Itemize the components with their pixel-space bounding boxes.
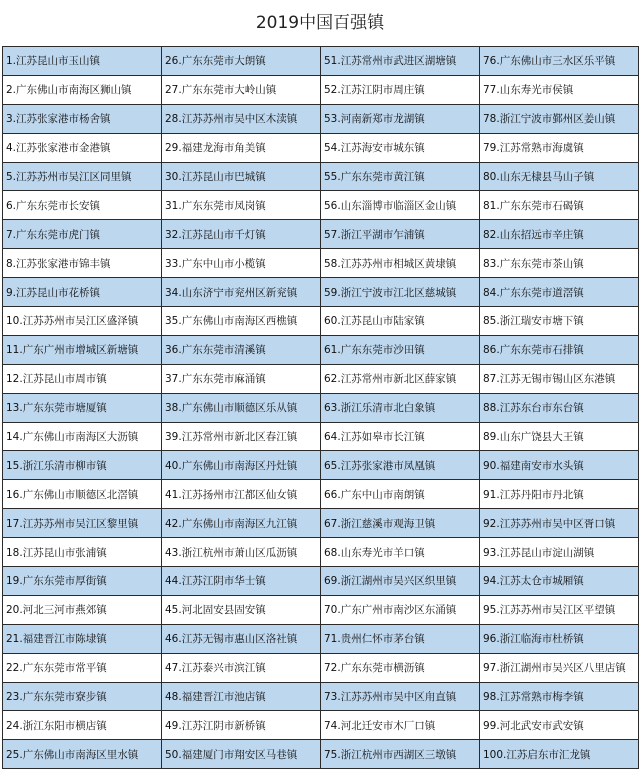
- table-cell: 7.广东东莞市虎门镇: [3, 220, 162, 249]
- table-cell: 78.浙江宁波市鄞州区姜山镇: [480, 104, 639, 133]
- table-cell: 48.福建晋江市池店镇: [162, 682, 321, 711]
- table-cell: 50.福建厦门市翔安区马巷镇: [162, 740, 321, 769]
- table-row: [3, 278, 639, 307]
- table-cell: 96.浙江临海市杜桥镇: [480, 624, 639, 653]
- table-cell: 1.江苏昆山市玉山镇: [3, 47, 162, 76]
- table-cell: 45.河北固安县固安镇: [162, 595, 321, 624]
- table-cell: 51.江苏常州市武进区湖塘镇: [321, 47, 480, 76]
- table-cell: 29.福建龙海市角美镇: [162, 133, 321, 162]
- table-cell: 88.江苏东台市东台镇: [480, 393, 639, 422]
- table-cell: 14.广东佛山市南海区大沥镇: [3, 422, 162, 451]
- table-row: [3, 104, 639, 133]
- table-row: [3, 335, 639, 364]
- table-cell: 93.江苏昆山市淀山湖镇: [480, 538, 639, 567]
- table-cell: 91.江苏丹阳市丹北镇: [480, 480, 639, 509]
- table-row: [3, 220, 639, 249]
- table-cell: 8.江苏张家港市锦丰镇: [3, 249, 162, 278]
- table-cell: 22.广东东莞市常平镇: [3, 653, 162, 682]
- table-cell: 79.江苏常熟市海虞镇: [480, 133, 639, 162]
- table-cell: 46.江苏无锡市惠山区洛社镇: [162, 624, 321, 653]
- table-cell: 6.广东东莞市长安镇: [3, 191, 162, 220]
- table-cell: 49.江苏江阴市新桥镇: [162, 711, 321, 740]
- table-cell: 33.广东中山市小榄镇: [162, 249, 321, 278]
- table-cell: 58.江苏苏州市相城区黄埭镇: [321, 249, 480, 278]
- table-cell: 89.山东广饶县大王镇: [480, 422, 639, 451]
- table-row: [3, 509, 639, 538]
- table-cell: 12.江苏昆山市周市镇: [3, 364, 162, 393]
- ranking-table: [2, 46, 639, 769]
- table-row: [3, 567, 639, 596]
- table-cell: 95.江苏苏州市吴江区平望镇: [480, 595, 639, 624]
- table-cell: 31.广东东莞市凤岗镇: [162, 191, 321, 220]
- table-cell: 10.江苏苏州市吴江区盛泽镇: [3, 307, 162, 336]
- table-cell: 30.江苏昆山市巴城镇: [162, 162, 321, 191]
- table-row: [3, 249, 639, 278]
- table-cell: 20.河北三河市燕郊镇: [3, 595, 162, 624]
- table-cell: 2.广东佛山市南海区狮山镇: [3, 75, 162, 104]
- table-cell: 15.浙江乐清市柳市镇: [3, 451, 162, 480]
- table-row: [3, 133, 639, 162]
- table-cell: 34.山东济宁市兖州区新兖镇: [162, 278, 321, 307]
- table-row: [3, 451, 639, 480]
- table-cell: 74.河北迁安市木厂口镇: [321, 711, 480, 740]
- table-cell: 3.江苏张家港市杨舍镇: [3, 104, 162, 133]
- table-cell: 9.江苏昆山市花桥镇: [3, 278, 162, 307]
- table-row: [3, 393, 639, 422]
- table-row: [3, 480, 639, 509]
- table-cell: 27.广东东莞市大岭山镇: [162, 75, 321, 104]
- table-cell: 21.福建晋江市陈埭镇: [3, 624, 162, 653]
- table-cell: 77.山东寿光市侯镇: [480, 75, 639, 104]
- table-cell: 82.山东招远市辛庄镇: [480, 220, 639, 249]
- table-row: [3, 364, 639, 393]
- table-row: [3, 191, 639, 220]
- table-cell: 52.江苏江阴市周庄镇: [321, 75, 480, 104]
- table-cell: 18.江苏昆山市张浦镇: [3, 538, 162, 567]
- table-cell: 16.广东佛山市顺德区北滘镇: [3, 480, 162, 509]
- table-cell: 35.广东佛山市南海区西樵镇: [162, 307, 321, 336]
- table-row: [3, 162, 639, 191]
- table-cell: 59.浙江宁波市江北区慈城镇: [321, 278, 480, 307]
- ranking-table-body: [3, 47, 639, 769]
- table-cell: 84.广东东莞市道滘镇: [480, 278, 639, 307]
- table-cell: 13.广东东莞市塘厦镇: [3, 393, 162, 422]
- table-cell: 53.河南新郑市龙湖镇: [321, 104, 480, 133]
- table-cell: 60.江苏昆山市陆家镇: [321, 307, 480, 336]
- table-cell: 66.广东中山市南朗镇: [321, 480, 480, 509]
- table-row: [3, 75, 639, 104]
- table-cell: 38.广东佛山市顺德区乐从镇: [162, 393, 321, 422]
- table-cell: 24.浙江东阳市横店镇: [3, 711, 162, 740]
- table-cell: 64.江苏如皋市长江镇: [321, 422, 480, 451]
- table-row: [3, 711, 639, 740]
- table-cell: 25.广东佛山市南海区里水镇: [3, 740, 162, 769]
- table-cell: 63.浙江乐清市北白象镇: [321, 393, 480, 422]
- table-cell: 85.浙江瑞安市塘下镇: [480, 307, 639, 336]
- table-cell: 55.广东东莞市黄江镇: [321, 162, 480, 191]
- table-cell: 19.广东东莞市厚街镇: [3, 567, 162, 596]
- table-row: [3, 538, 639, 567]
- table-cell: 92.江苏苏州市吴中区胥口镇: [480, 509, 639, 538]
- table-cell: 76.广东佛山市三水区乐平镇: [480, 47, 639, 76]
- table-cell: 100.江苏启东市汇龙镇: [480, 740, 639, 769]
- table-cell: 23.广东东莞市寮步镇: [3, 682, 162, 711]
- table-cell: 71.贵州仁怀市茅台镇: [321, 624, 480, 653]
- table-cell: 54.江苏海安市城东镇: [321, 133, 480, 162]
- table-cell: 4.江苏张家港市金港镇: [3, 133, 162, 162]
- table-cell: 69.浙江湖州市吴兴区织里镇: [321, 567, 480, 596]
- table-cell: 97.浙江湖州市吴兴区八里店镇: [480, 653, 639, 682]
- table-cell: 61.广东东莞市沙田镇: [321, 335, 480, 364]
- table-cell: 41.江苏扬州市江都区仙女镇: [162, 480, 321, 509]
- table-cell: 44.江苏江阴市华士镇: [162, 567, 321, 596]
- table-cell: 90.福建南安市水头镇: [480, 451, 639, 480]
- table-cell: 42.广东佛山市南海区九江镇: [162, 509, 321, 538]
- table-cell: 37.广东东莞市麻涌镇: [162, 364, 321, 393]
- table-cell: 83.广东东莞市茶山镇: [480, 249, 639, 278]
- table-cell: 62.江苏常州市新北区薛家镇: [321, 364, 480, 393]
- table-row: [3, 422, 639, 451]
- table-cell: 26.广东东莞市大朗镇: [162, 47, 321, 76]
- table-row: [3, 595, 639, 624]
- table-cell: 5.江苏苏州市吴江区同里镇: [3, 162, 162, 191]
- table-cell: 75.浙江杭州市西湖区三墩镇: [321, 740, 480, 769]
- table-cell: 86.广东东莞市石排镇: [480, 335, 639, 364]
- table-cell: 80.山东无棣县马山子镇: [480, 162, 639, 191]
- table-cell: 40.广东佛山市南海区丹灶镇: [162, 451, 321, 480]
- table-cell: 56.山东淄博市临淄区金山镇: [321, 191, 480, 220]
- table-row: [3, 682, 639, 711]
- table-cell: 70.广东广州市南沙区东涌镇: [321, 595, 480, 624]
- table-row: [3, 740, 639, 769]
- table-cell: 36.广东东莞市清溪镇: [162, 335, 321, 364]
- table-row: [3, 653, 639, 682]
- table-cell: 67.浙江慈溪市观海卫镇: [321, 509, 480, 538]
- table-cell: 65.江苏张家港市凤凰镇: [321, 451, 480, 480]
- table-cell: 87.江苏无锡市锡山区东港镇: [480, 364, 639, 393]
- table-row: [3, 307, 639, 336]
- table-cell: 47.江苏泰兴市滨江镇: [162, 653, 321, 682]
- table-cell: 94.江苏太仓市城厢镇: [480, 567, 639, 596]
- table-cell: 98.江苏常熟市梅李镇: [480, 682, 639, 711]
- table-cell: 73.江苏苏州市吴中区甪直镇: [321, 682, 480, 711]
- table-cell: 68.山东寿光市羊口镇: [321, 538, 480, 567]
- table-cell: 43.浙江杭州市萧山区瓜沥镇: [162, 538, 321, 567]
- table-cell: 57.浙江平湖市乍浦镇: [321, 220, 480, 249]
- table-row: [3, 47, 639, 76]
- table-cell: 72.广东东莞市横沥镇: [321, 653, 480, 682]
- table-cell: 28.江苏苏州市吴中区木渎镇: [162, 104, 321, 133]
- page-title: 2019中国百强镇: [255, 13, 385, 33]
- table-row: [3, 624, 639, 653]
- table-cell: 81.广东东莞市石碣镇: [480, 191, 639, 220]
- table-cell: 11.广东广州市增城区新塘镇: [3, 335, 162, 364]
- table-cell: 99.河北武安市武安镇: [480, 711, 639, 740]
- table-cell: 32.江苏昆山市千灯镇: [162, 220, 321, 249]
- table-cell: 39.江苏常州市新北区春江镇: [162, 422, 321, 451]
- table-cell: 17.江苏苏州市吴江区黎里镇: [3, 509, 162, 538]
